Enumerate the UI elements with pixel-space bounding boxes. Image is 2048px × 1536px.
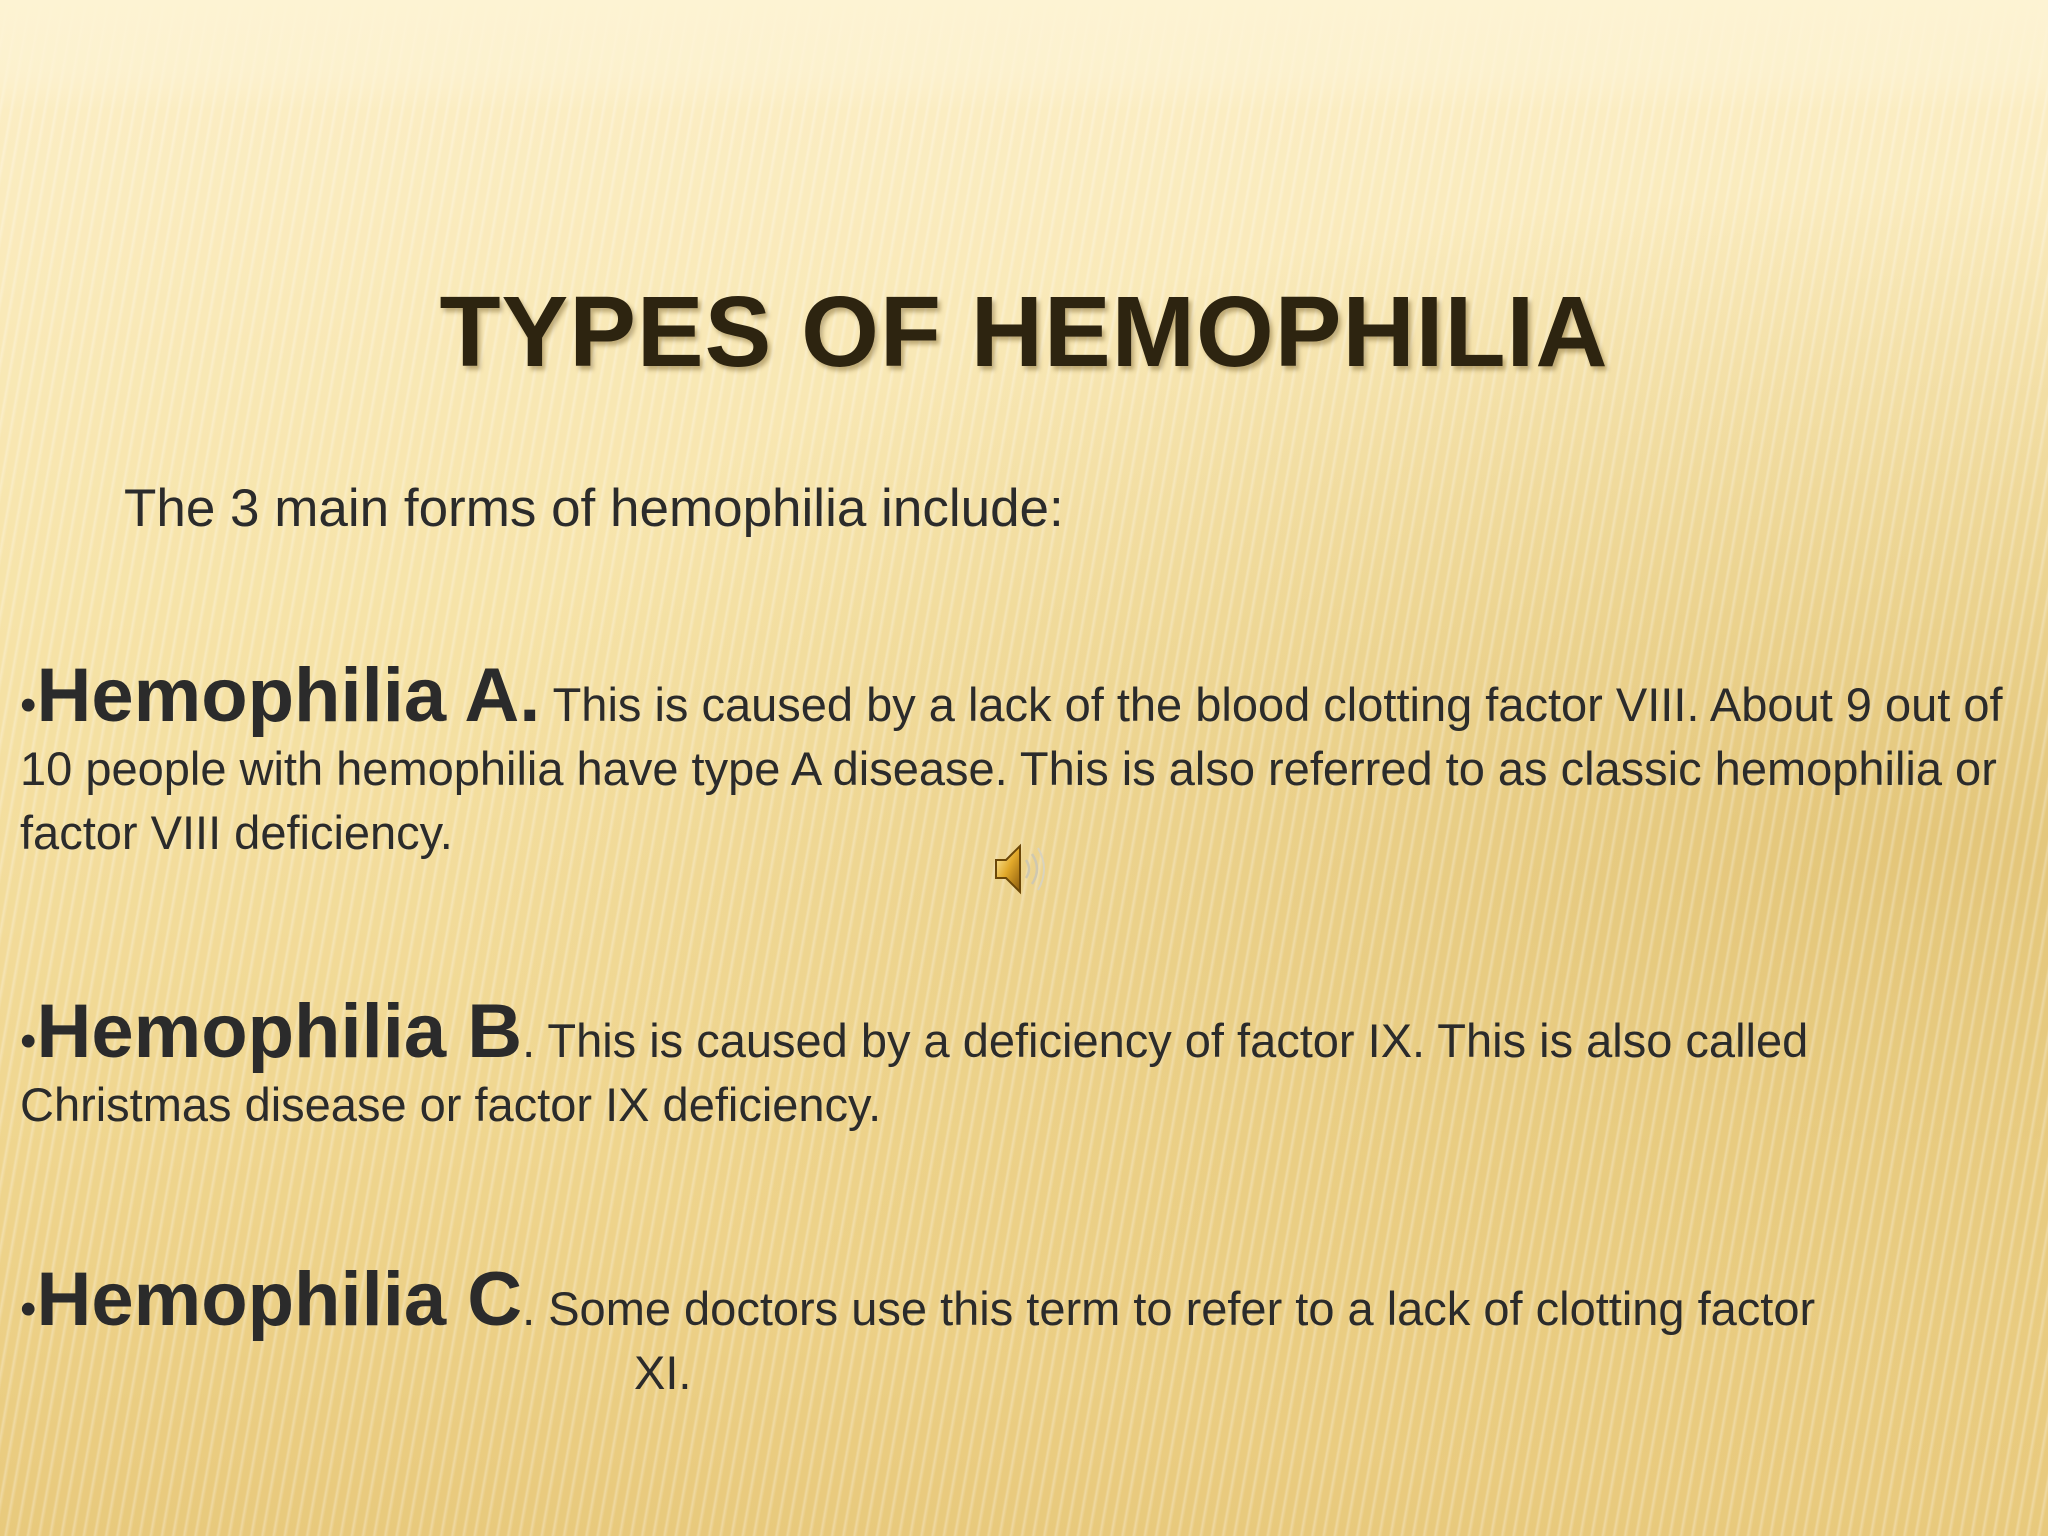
- background-top-band: [0, 0, 2048, 110]
- bullet: •: [20, 678, 37, 731]
- list-item-hemophilia-c: [20, 1257, 2020, 1405]
- item-heading: Hemophilia C: [36, 1257, 523, 1342]
- bullet: •: [20, 1014, 37, 1067]
- item-text-tail: XI.: [634, 1346, 692, 1399]
- list-item-hemophilia-a: [20, 653, 2020, 865]
- item-text: . Some doctors use this term to refer to a lack of clotting factor: [522, 1282, 1816, 1335]
- bullet: •: [20, 1282, 37, 1335]
- speaker-icon[interactable]: [990, 838, 1050, 900]
- slide-title: TYPES OF HEMOPHILIA: [439, 276, 1609, 388]
- slide-intro: The 3 main forms of hemophilia include:: [124, 479, 1064, 538]
- item-text: This is caused by a lack of the blood clotting factor VIII. About 9 out of 10 people with hemophilia have type A disease. This is also referred to as classic hemophilia or factor VIII deficiency.: [20, 678, 2003, 859]
- item-heading: Hemophilia A.: [36, 653, 541, 738]
- item-text: . This is caused by a deficiency of factor IX. This is also called Christmas disease or factor IX deficiency.: [20, 1014, 1809, 1131]
- list-item-hemophilia-b: [20, 989, 2020, 1137]
- item-heading: Hemophilia B: [36, 989, 523, 1074]
